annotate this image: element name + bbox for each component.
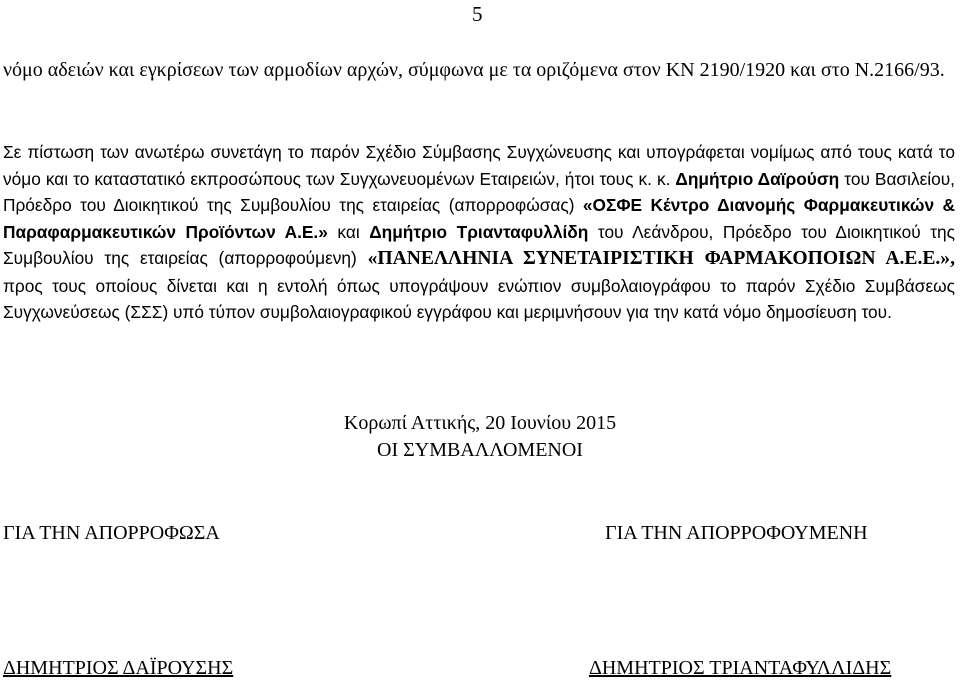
parties-heading: ΟΙ ΣΥΜΒΑΛΛΟΜΕΝΟΙ [377, 439, 583, 461]
signing-intro: Σε πίστωση των ανωτέρω συνετάγη το παρόν Σχέδιο Σύμβασης Συγχώνευσης και υπογράφεται νομίμως από τους κατά το νόμο και το καταστατικό εκπροσώπους των Συγχωνευομένων Εταιρειών, ήτοι τους κ. κ. [3, 142, 955, 189]
page-number: 5 [472, 2, 483, 26]
place-date: Κορωπί Αττικής, 20 Ιουνίου 2015 [343, 412, 617, 434]
rep2-name: Δημήτριο Τριανταφυλλίδη [369, 221, 589, 242]
signing-closing: προς τους οποίους δίνεται και η εντολή όπως υπογράψουν ενώπιον συμβολαιογράφου το παρόν Σχέδιο Συμβάσεως Συγχωνεύσεως (ΣΣΣ) υπό τύπον συμβολαιογραφικού εγγράφου και μεριμνήσουν για την κατά νόμο δημοσίευση του. [3, 275, 955, 322]
paragraph-continuation: νόμο αδειών και εγκρίσεων των αρμοδίων αρχών, σύμφωνα με τα οριζόμενα στον ΚΝ 2190/1920 και στο Ν.2166/93. [3, 59, 945, 81]
connector-text: και [327, 221, 370, 242]
company1-name: «ΟΣΦΕ Κέντρο Διανομής Φαρμακευτικών & Παραφαρμακευτικών Προϊόντων Α.Ε.» [3, 195, 956, 242]
rep1-role: του Βασιλείου, Πρόεδρο του Διοικητικού της Συμβουλίου της εταιρείας (απορροφώσας) [3, 168, 955, 215]
rep1-name: Δημήτριο Δαϊρούση [675, 168, 840, 189]
rep2-role: του Λεάνδρου, Πρόεδρο του Διοικητικού της Συμβουλίου της εταιρείας (απορροφούμενη) [3, 221, 955, 268]
signatory-name-absorbed: ΔΗΜΗΤΡΙΟΣ ΤΡΙΑΝΤΑΦΥΛΛΙΔΗΣ [589, 657, 892, 679]
company2-name: «ΠΑΝΕΛΛΗΝΙΑ ΣΥΝΕΤΑΙΡΙΣΤΙΚΗ ΦΑΡΜΑΚΟΠΟΙΩΝ Α.Ε.Ε.», [367, 248, 956, 269]
signature-label-absorbing: ΓΙΑ ΤΗΝ ΑΠΟΡΡΟΦΩΣΑ [3, 522, 220, 544]
signatory-name-absorbing: ΔΗΜΗΤΡΙΟΣ ΔΑΪΡΟΥΣΗΣ [3, 657, 234, 679]
paragraph-signing-clause [3, 139, 955, 326]
signature-label-absorbed: ΓΙΑ ΤΗΝ ΑΠΟΡΡΟΦΟΥΜΕΝΗ [605, 522, 868, 544]
